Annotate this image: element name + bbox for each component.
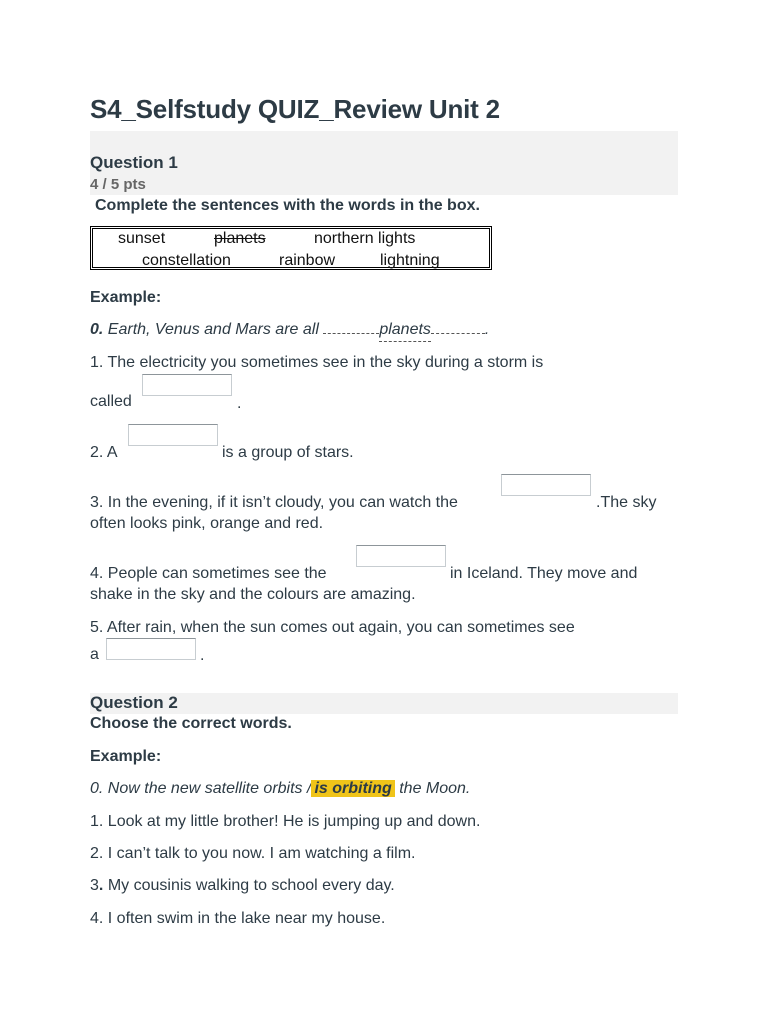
q1-example-dash-right [431, 333, 485, 334]
word-sunset: sunset [118, 230, 166, 247]
question-1-title: Question 1 [90, 153, 178, 172]
q1-sentence-3b: .The sky [596, 494, 657, 511]
page-title: S4_Selfstudy QUIZ_Review Unit 2 [90, 94, 500, 124]
q2-sentence-2: 2. I can’t talk to you now. I am watching a film. [90, 845, 416, 862]
question-1-body [90, 0, 678, 1024]
q2-sentence-3 [90, 875, 395, 897]
q1-sentence-1b: called [90, 393, 132, 410]
q1-answer-5-input[interactable] [106, 638, 196, 660]
q1-example-answer: planets [379, 319, 431, 342]
word-rainbow: rainbow [279, 252, 336, 269]
word-planets: planets [214, 230, 266, 247]
word-northern-lights: northern lights [314, 230, 416, 247]
word-lightning: lightning [380, 252, 440, 269]
q1-sentence-3c: often looks pink, orange and red. [90, 515, 324, 532]
q2-example-answer: is orbiting [311, 780, 394, 797]
q1-sentence-5b: a [90, 646, 99, 663]
q1-sentence-4c: shake in the sky and the colours are amazing. [90, 586, 416, 603]
q1-example-text: Earth, Venus and Mars are all [107, 321, 319, 338]
q2-example-text-b: the Moon. [399, 780, 471, 797]
question-1-points: 4 / 5 pts [90, 176, 146, 193]
q1-answer-2-input[interactable] [128, 424, 218, 446]
q1-sentence-3a: 3. In the evening, if it isn’t cloudy, you can watch the [90, 494, 458, 511]
q1-sentence-2b: is a group of stars. [222, 444, 354, 461]
q2-example [90, 778, 470, 800]
q1-sentence-1c: . [237, 395, 242, 412]
q2-sentence-3-number: 3 [90, 877, 99, 894]
q1-sentence-4b: in Iceland. They move and [450, 565, 638, 582]
q2-sentence-4: 4. I often swim in the lake near my house. [90, 910, 386, 927]
q2-example-text-a: 0. Now the new satellite orbits / [90, 780, 312, 797]
q1-sentence-5a: 5. After rain, when the sun comes out again, you can sometimes see [90, 619, 575, 636]
q1-example-label: Example: [90, 289, 162, 306]
q2-sentence-3-dot: . [98, 877, 104, 894]
q2-sentence-1: 1. Look at my little brother! He is jumping up and down. [90, 813, 481, 830]
q1-example [90, 319, 489, 342]
word-constellation: constellation [142, 252, 231, 269]
question-2-header [90, 693, 678, 714]
q1-example-end: . [484, 321, 490, 338]
q1-sentence-5c: . [200, 647, 205, 664]
question-2-title: Question 2 [90, 693, 178, 712]
q1-example-dash-left [323, 333, 379, 334]
q1-answer-3-input[interactable] [501, 474, 591, 496]
q1-sentence-4a: 4. People can sometimes see the [90, 565, 327, 582]
question-2-instruction: Choose the correct words. [90, 715, 292, 732]
q1-sentence-1a: 1. The electricity you sometimes see in the sky during a storm is [90, 354, 544, 371]
q1-sentence-2a: 2. A [90, 444, 118, 461]
q2-sentence-3-text: My cousinis walking to school every day. [107, 877, 395, 894]
q1-answer-4-input[interactable] [356, 545, 446, 567]
q2-example-label: Example: [90, 748, 162, 765]
q1-example-number: 0. [90, 321, 104, 338]
question-1-instruction: Complete the sentences with the words in the box. [95, 197, 480, 214]
q1-answer-1-input[interactable] [142, 374, 232, 396]
